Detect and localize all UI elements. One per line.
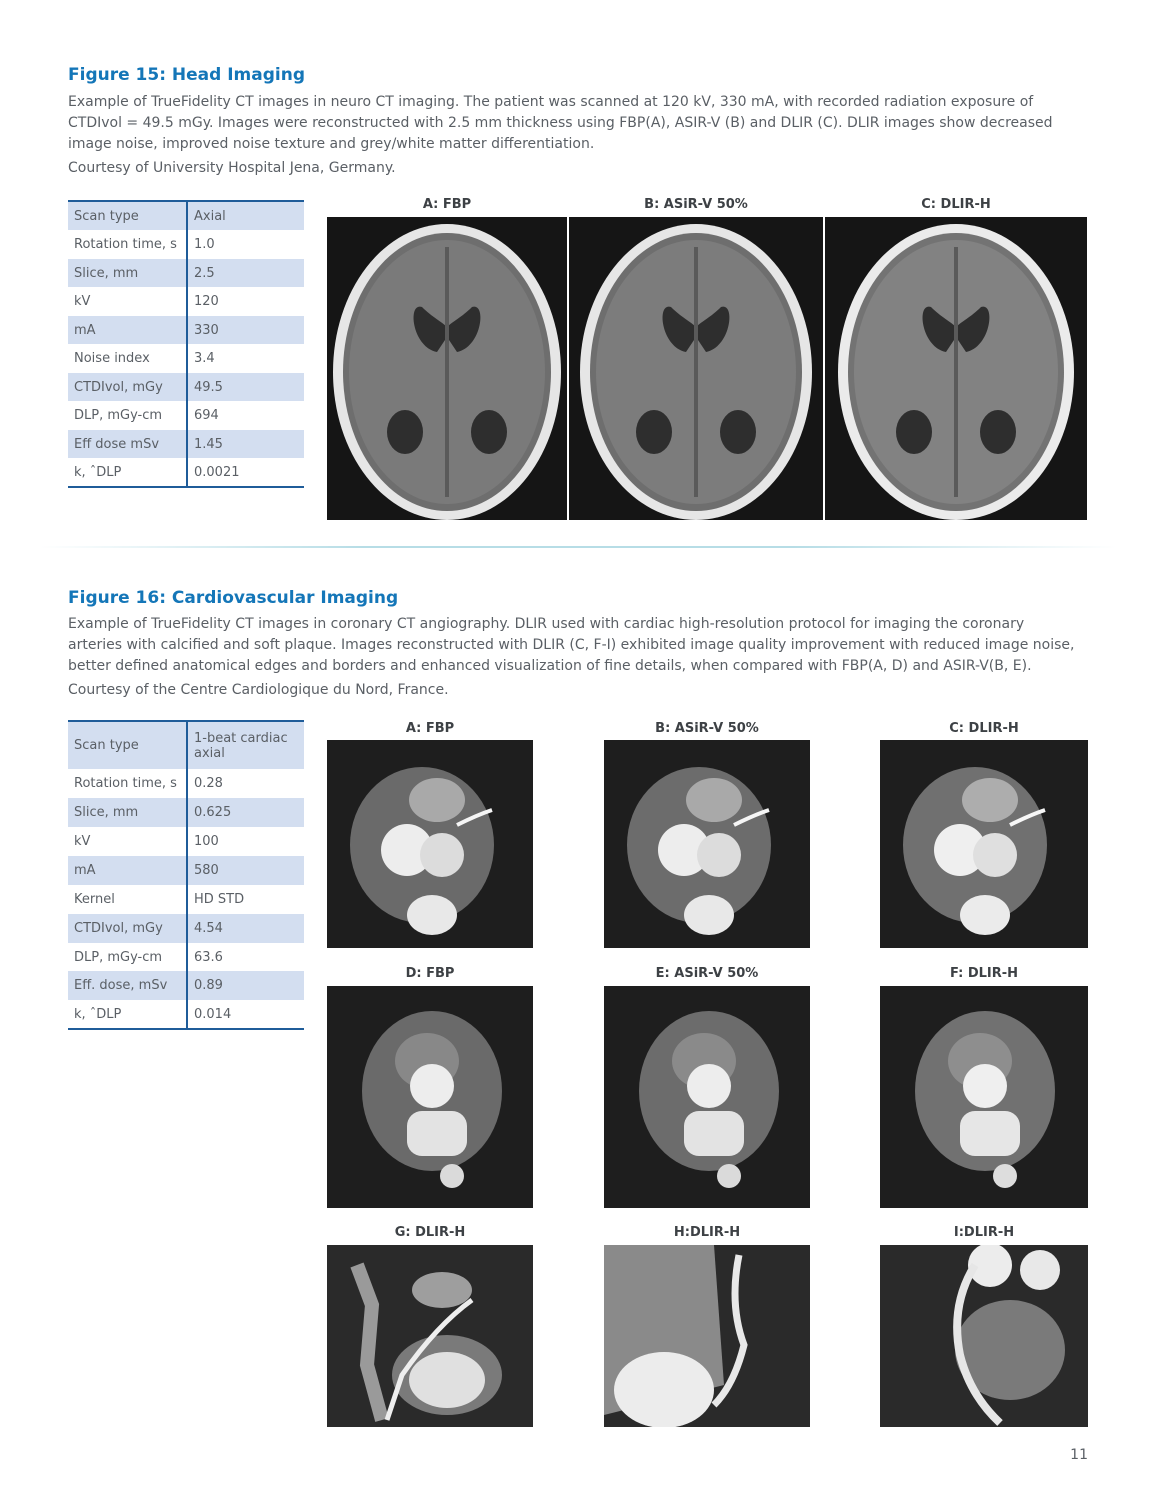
parameter-value: 4.54: [187, 914, 304, 943]
parameter-name: mA: [68, 856, 187, 885]
parameter-value: 0.014: [194, 1006, 232, 1022]
head-ct-dlir-image: [825, 217, 1087, 520]
table-row: [68, 230, 304, 259]
figure-16-ct-image-b: [604, 740, 810, 948]
parameter-name: mA: [68, 316, 187, 344]
figure-16-image-b-label: B: ASiR-V 50%: [655, 721, 759, 736]
figure-16-image-f-label: F: DLIR-H: [949, 966, 1019, 981]
figure-16-courtesy: Courtesy of the Centre Cardiologique du Nord, France.: [68, 682, 449, 698]
figure-16-image-e-label: E: ASiR-V 50%: [655, 966, 759, 981]
figure-16-image-g-label: G: DLIR-H: [394, 1225, 466, 1240]
figure-15-courtesy: Courtesy of University Hospital Jena, Germany.: [68, 160, 396, 176]
parameter-value: 1-beat cardiac axial: [187, 721, 304, 769]
parameter-value: 63.6: [194, 949, 223, 965]
figure-16-ct-image-d: [327, 986, 533, 1208]
table-row: [68, 1000, 304, 1029]
parameter-value: HD STD: [194, 892, 245, 907]
parameter-name: Rotation time, s: [68, 769, 187, 798]
figure-16-image-i-label: I:DLIR-H: [953, 1225, 1015, 1240]
parameter-value: 0.28: [194, 776, 223, 791]
parameter-name: DLP, mGy-cm: [68, 401, 187, 430]
parameter-value: 100: [194, 834, 219, 849]
table-row: [68, 827, 304, 856]
figure-15-image-b-label: B: ASiR-V 50%: [644, 197, 748, 212]
figure-16-image-c-label: C: DLIR-H: [949, 721, 1019, 736]
parameter-name: Slice, mm: [68, 259, 187, 287]
parameter-name: k, ˆDLP: [68, 1000, 187, 1029]
parameter-name: Scan type: [68, 201, 187, 230]
table-row: [68, 259, 304, 287]
figure-16-ct-image-i: [880, 1245, 1088, 1427]
parameter-name: k, ˆDLP: [68, 458, 187, 487]
table-row: [68, 201, 304, 230]
table-row: [68, 287, 304, 316]
figure-15-image-a-label: A: FBP: [422, 197, 472, 212]
cardiac-ct-fbp-image-2: [327, 986, 533, 1208]
page-number: 11: [1070, 1447, 1088, 1463]
figure-16-ct-image-a: [327, 740, 533, 948]
parameter-value: 1.0: [194, 237, 215, 252]
cardiac-ct-asir-v-image: [604, 740, 810, 948]
parameter-value: 580: [187, 856, 304, 885]
figure-15-ct-image-a: [327, 217, 567, 520]
table-row: [68, 798, 304, 827]
parameter-name: Scan type: [68, 721, 187, 769]
parameter-name: Eff dose mSv: [68, 430, 187, 458]
parameter-value: 0.625: [187, 798, 304, 827]
parameter-value: 694: [194, 408, 219, 423]
figure-16-scan-parameters-table: [68, 720, 304, 1030]
table-row: [68, 401, 304, 430]
figure-16-image-h-label: H:DLIR-H: [673, 1225, 741, 1240]
coronary-curved-reformat-image-i: [880, 1245, 1088, 1427]
parameter-name: kV: [68, 287, 187, 316]
parameter-name: DLP, mGy-cm: [68, 943, 187, 971]
figure-16-ct-image-e: [604, 986, 810, 1208]
figure-15-scan-parameters-table: [68, 200, 304, 488]
parameter-value: 330: [187, 316, 304, 344]
parameter-value: 2.5: [187, 259, 304, 287]
coronary-curved-reformat-image-g: [327, 1245, 533, 1427]
table-row: [68, 885, 304, 914]
table-row: [68, 914, 304, 943]
table-row: [68, 430, 304, 458]
table-row: [68, 943, 304, 971]
figure-16-ct-image-f: [880, 986, 1088, 1208]
coronary-curved-reformat-image-h: [604, 1245, 810, 1427]
figure-16-image-a-label: A: FBP: [405, 721, 455, 736]
figure-15-ct-image-c: [825, 217, 1087, 520]
head-ct-fbp-image: [327, 217, 567, 520]
figure-16-caption: Example of TrueFidelity CT images in coronary CT angiography. DLIR used with cardiac high-resolution protocol for imaging the coronary arteries with calcified and soft plaque. Images reconstructed with DLIR (C, F-I) exhibited image quality improvement with reduced image noise, better defined anatomical edges and borders and enhanced visualization of fine details, when compared with FBP(A, D) and ASIR-V(B, E).: [68, 616, 1075, 674]
figure-16-ct-image-g: [327, 1245, 533, 1427]
figure-15-ct-image-b: [569, 217, 823, 520]
table-row: [68, 721, 304, 769]
parameter-name: kV: [68, 827, 187, 856]
parameter-value: 49.5: [187, 373, 304, 401]
cardiac-ct-asir-v-image-2: [604, 986, 810, 1208]
figure-15-title: Figure 15: Head Imaging: [68, 65, 306, 85]
figure-16-ct-image-h: [604, 1245, 810, 1427]
parameter-value: 1.45: [187, 430, 304, 458]
parameter-name: Rotation time, s: [68, 230, 187, 259]
figure-16-title: Figure 16: Cardiovascular Imaging: [68, 588, 399, 608]
parameter-name: Eff. dose, mSv: [68, 971, 187, 1000]
parameter-value: 3.4: [194, 351, 215, 366]
parameter-name: CTDIvol, mGy: [68, 373, 187, 401]
parameter-name: Noise index: [68, 344, 187, 373]
table-row: [68, 316, 304, 344]
parameter-name: Kernel: [68, 885, 187, 914]
cardiac-ct-dlir-image-2: [880, 986, 1088, 1208]
parameter-name: CTDIvol, mGy: [68, 914, 187, 943]
table-row: [68, 856, 304, 885]
parameter-value: 0.89: [187, 971, 304, 1000]
cardiac-ct-dlir-image: [880, 740, 1088, 948]
table-row: [68, 769, 304, 798]
table-row: [68, 344, 304, 373]
parameter-value: Axial: [187, 201, 304, 230]
table-row: [68, 373, 304, 401]
figure-16-image-d-label: D: FBP: [405, 966, 455, 981]
section-divider: [40, 546, 1116, 548]
parameter-value: 120: [194, 294, 219, 309]
parameter-value: 0.0021: [194, 464, 240, 480]
figure-15-caption: Example of TrueFidelity CT images in neuro CT imaging. The patient was scanned at 120 kV, 330 mA, with recorded radiation exposure of CTDIvol = 49.5 mGy. Images were reconstructed with 2.5 mm thickness using FBP(A), ASIR-V (B) and DLIR (C). DLIR images show decreased image noise, improved noise texture and grey/white matter differentiation.: [68, 94, 1053, 152]
parameter-name: Slice, mm: [68, 798, 187, 827]
figure-16-ct-image-c: [880, 740, 1088, 948]
cardiac-ct-fbp-image: [327, 740, 533, 948]
figure-15-image-c-label: C: DLIR-H: [921, 197, 991, 212]
table-row: [68, 971, 304, 1000]
table-row: [68, 458, 304, 487]
head-ct-asir-v-image: [569, 217, 823, 520]
